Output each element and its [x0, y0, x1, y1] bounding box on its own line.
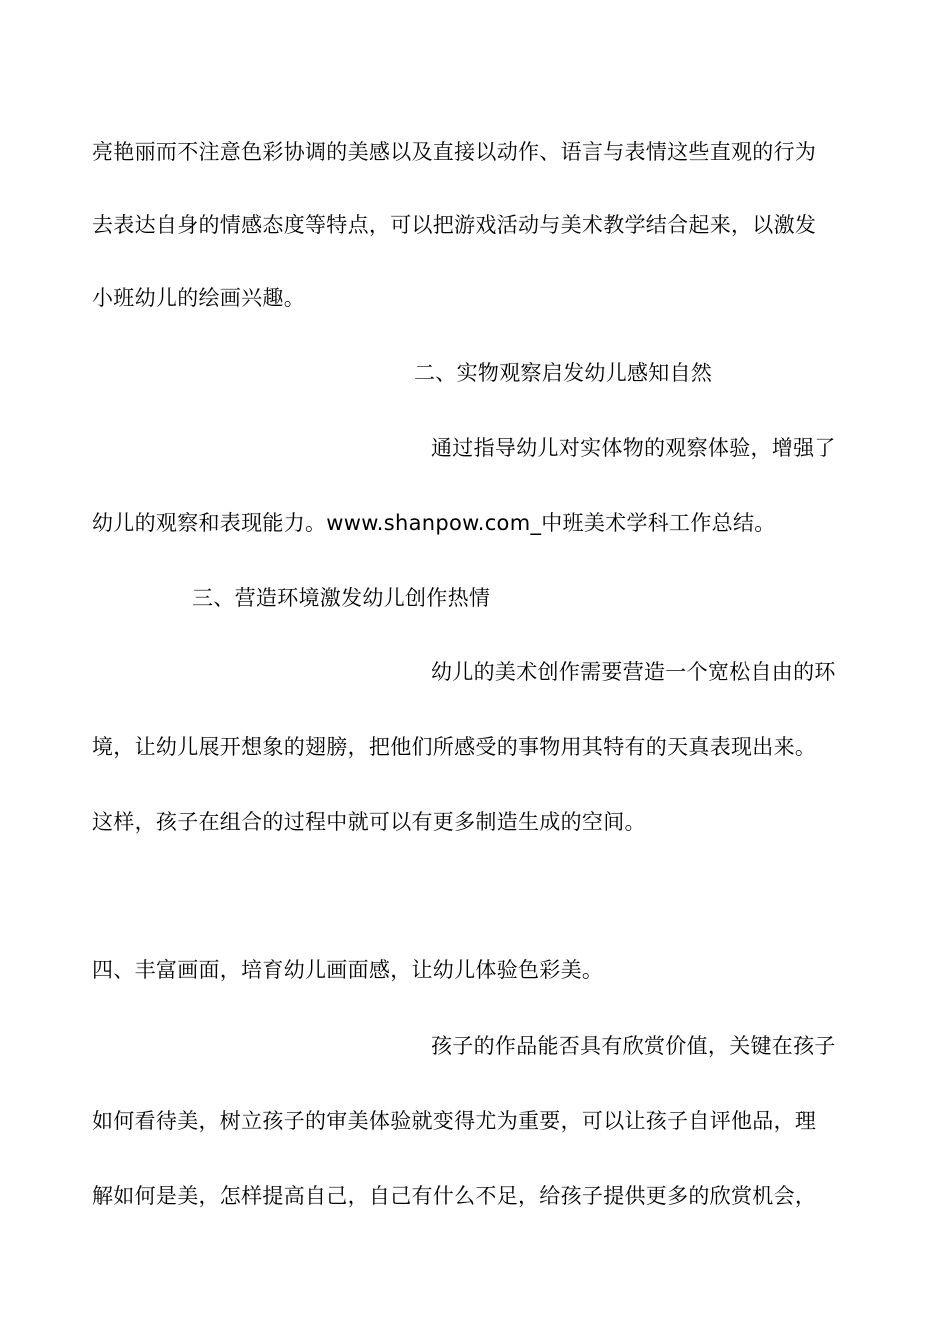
section-heading: 二、实物观察启发幼儿感知自然: [414, 361, 713, 385]
paragraph-line: 如何看待美，树立孩子的审美体验就变得尤为重要，可以让孩子自评他品，理: [92, 1109, 817, 1133]
paragraph-line: 幼儿的美术创作需要营造一个宽松自由的环: [431, 660, 836, 684]
paragraph-line: 境，让幼儿展开想象的翅膀，把他们所感受的事物用其特有的天真表现出来。: [92, 735, 817, 759]
paragraph-line: 小班幼儿的绘画兴趣。: [92, 286, 305, 310]
paragraph-line: 通过指导幼儿对实体物的观察体验，增强了: [431, 436, 836, 460]
paragraph-line: 幼儿的观察和表现能力。www.shanpow.com_中班美术学科工作总结。: [92, 511, 776, 535]
section-heading: 四、丰富画面，培育幼儿画面感，让幼儿体验色彩美。: [92, 958, 604, 982]
paragraph-line: 亮艳丽而不注意色彩协调的美感以及直接以动作、语言与表情这些直观的行为: [92, 140, 817, 164]
paragraph-line: 去表达自身的情感态度等特点，可以把游戏活动与美术教学结合起来，以激发: [92, 213, 817, 237]
section-heading: 三、营造环境激发幼儿创作热情: [192, 586, 491, 610]
paragraph-line: 解如何是美，怎样提高自己，自己有什么不足，给孩子提供更多的欣赏机会，: [92, 1184, 817, 1208]
paragraph-line: 这样，孩子在组合的过程中就可以有更多制造生成的空间。: [92, 810, 646, 834]
paragraph-line: 孩子的作品能否具有欣赏价值，关键在孩子: [431, 1034, 836, 1058]
